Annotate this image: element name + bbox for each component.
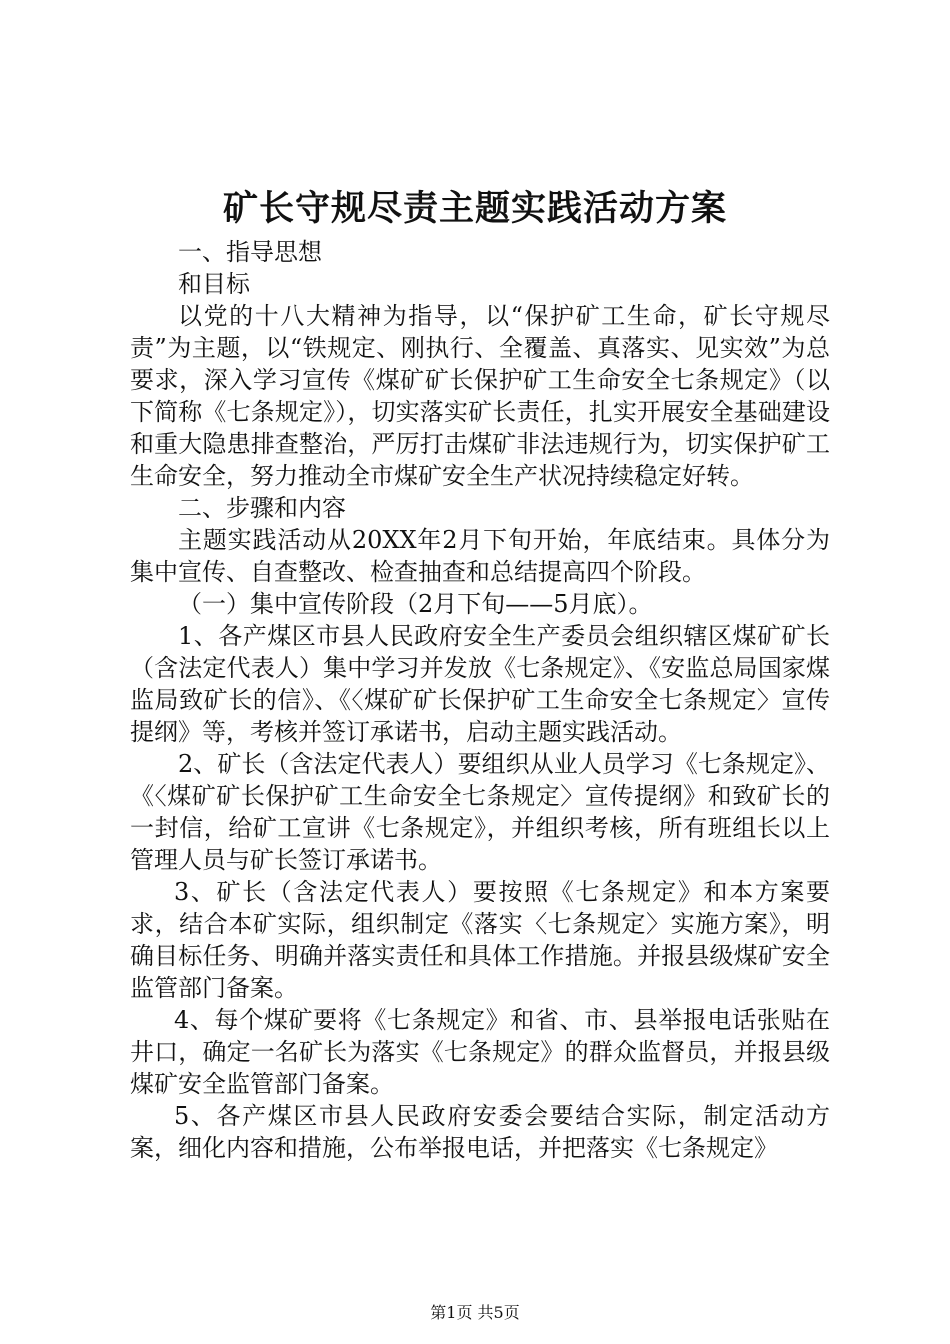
section2-heading: 二、步骤和内容 [178,494,346,522]
stage1-heading: （一）集中宣传阶段（2月下旬——5月底）。 [178,590,653,618]
section2-paragraph: 主题实践活动从20XX年2月下旬开始，年底结束。具体分为集中宣传、自查整改、检查抽查和总结提高四个阶段。 [130,526,830,586]
list-item: 4、每个煤矿要将《七条规定》和省、市、县举报电话张贴在井口，确定一名矿长为落实《七条规定》的群众监督员，并报县级煤矿安全监管部门备案。 [130,1006,830,1098]
section1-paragraph: 以党的十八大精神为指导，以“保护矿工生命，矿长守规尽责”为主题，以“铁规定、刚执行、全覆盖、真落实、见实效”为总要求，深入学习宣传《煤矿矿长保护矿工生命安全七条规定》（以下简称《七条规定》），切实落实矿长责任，扎实开展安全基础建设和重大隐患排查整治，严厉打击煤矿非法违规行为，切实保护矿工生命安全，努力推动全市煤矿安全生产状况持续稳定好转。 [130,302,830,490]
section1-heading-line1: 一、指导思想 [178,238,322,266]
list-item: 1、各产煤区市县人民政府安全生产委员会组织辖区煤矿矿长（含法定代表人）集中学习并发放《七条规定》、《安监总局国家煤监局致矿长的信》、《〈煤矿矿长保护矿工生命安全七条规定〉宣传提纲》等，考核并签订承诺书，启动主题实践活动。 [130,622,830,746]
list-item: 3、矿长（含法定代表人）要按照《七条规定》和本方案要求，结合本矿实际，组织制定《落实〈七条规定〉实施方案》，明确目标任务、明确并落实责任和具体工作措施。并报县级煤矿安全监管部门备案。 [130,878,830,1002]
document-body [130,236,830,1164]
list-item: 5、各产煤区市县人民政府安委会要结合实际，制定活动方案，细化内容和措施，公布举报电话，并把落实《七条规定》 [130,1102,830,1162]
document-title: 矿长守规尽责主题实践活动方案 [222,188,727,229]
list-item: 2、矿长（含法定代表人）要组织从业人员学习《七条规定》、《〈煤矿矿长保护矿工生命安全七条规定〉宣传提纲》和致矿长的一封信，给矿工宣讲《七条规定》，并组织考核，所有班组长以上管理人员与矿长签订承诺书。 [130,750,830,874]
page-number-footer: 第1页 共5页 [430,1303,520,1322]
section1-heading-line2: 和目标 [178,270,250,298]
